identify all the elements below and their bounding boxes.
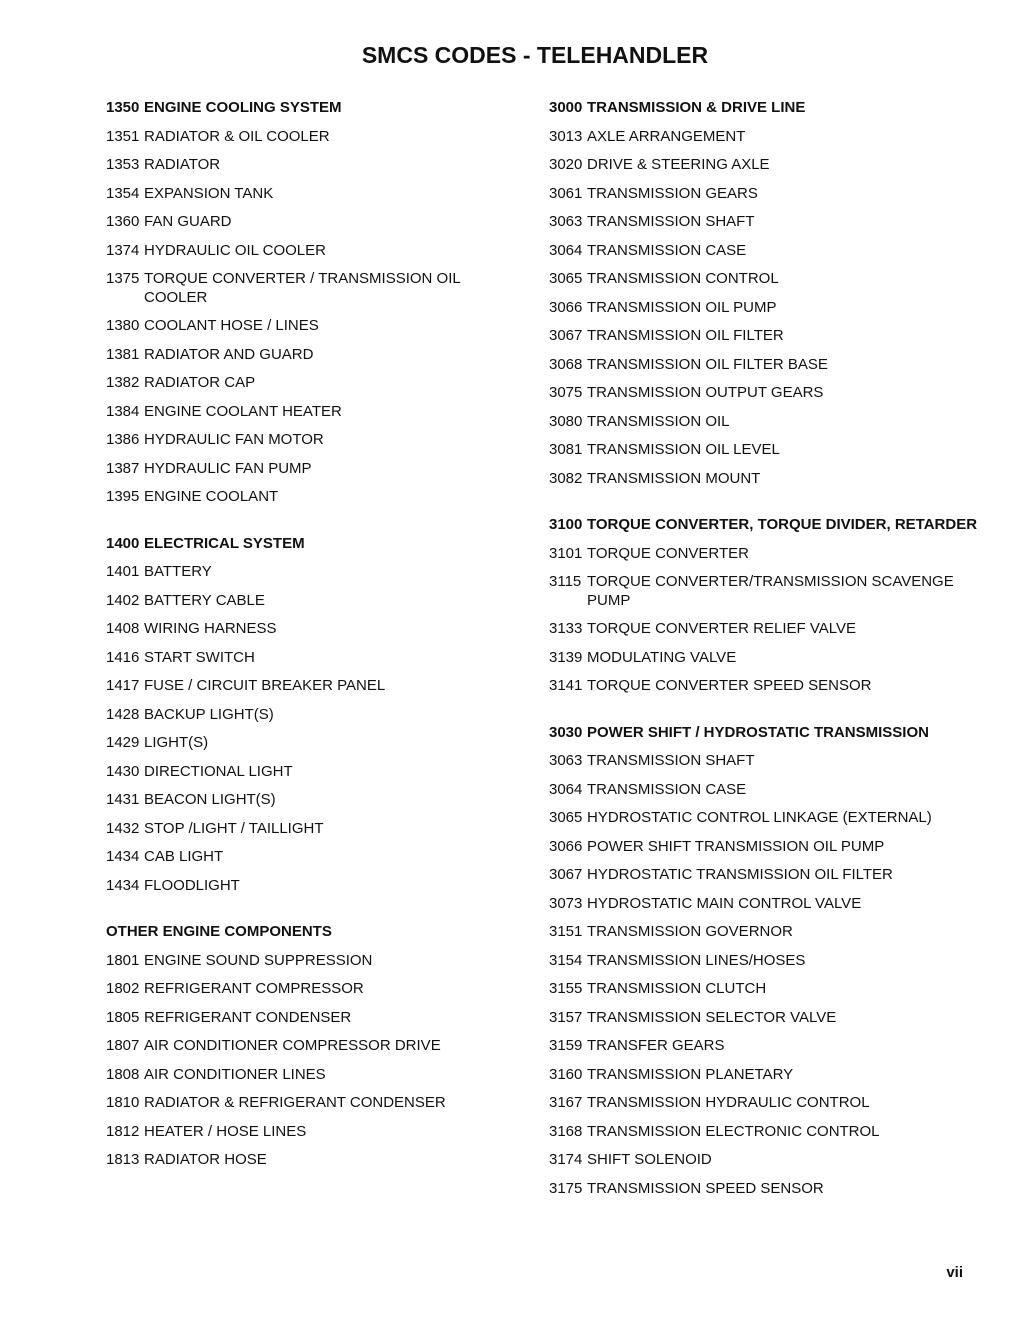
code-row xyxy=(106,1094,526,1113)
code-row xyxy=(549,213,979,232)
item-label: TRANSMISSION CASE xyxy=(587,241,747,259)
item-label: START SWITCH xyxy=(144,648,255,666)
item-label: TRANSMISSION PLANETARY xyxy=(587,1065,794,1083)
item-code: 1395 xyxy=(106,488,140,505)
item-label: TRANSMISSION GEARS xyxy=(587,184,758,202)
code-row xyxy=(106,763,526,782)
item-code: 1432 xyxy=(106,819,140,837)
item-code: 3160 xyxy=(549,1065,583,1083)
item-label: REFRIGERANT COMPRESSOR xyxy=(144,980,364,997)
item-code: 1434 xyxy=(106,848,140,865)
code-row xyxy=(106,213,526,232)
item-label: ENGINE COOLANT HEATER xyxy=(144,402,342,420)
code-row xyxy=(106,374,526,393)
item-code: 1805 xyxy=(106,1008,140,1026)
item-code: 1802 xyxy=(106,980,140,997)
item-label: TRANSMISSION OIL FILTER xyxy=(587,327,784,344)
item-code: 3081 xyxy=(549,441,583,458)
item-label: HYDRAULIC FAN PUMP xyxy=(144,459,312,477)
section-heading xyxy=(549,724,979,743)
code-row xyxy=(549,752,979,771)
item-code: 3065 xyxy=(549,809,583,826)
code-row xyxy=(549,866,979,885)
item-code: 1386 xyxy=(106,431,140,448)
code-row xyxy=(106,431,526,450)
item-code: 3073 xyxy=(549,894,583,912)
code-row xyxy=(106,403,526,422)
code-row xyxy=(106,563,526,582)
heading-label: TRANSMISSION & DRIVE LINE xyxy=(587,99,806,116)
item-label: TORQUE CONVERTER RELIEF VALVE xyxy=(587,620,856,637)
item-code: 3154 xyxy=(549,951,583,969)
code-row xyxy=(549,128,979,147)
item-label: DRIVE & STEERING AXLE xyxy=(587,156,770,173)
item-code: 1810 xyxy=(106,1094,140,1111)
item-code: 1813 xyxy=(106,1151,140,1168)
item-label: AIR CONDITIONER LINES xyxy=(144,1065,326,1083)
item-label: HYDRAULIC FAN MOTOR xyxy=(144,431,324,448)
code-row xyxy=(549,470,979,489)
item-code: 1380 xyxy=(106,317,140,334)
section-heading xyxy=(106,99,526,118)
item-code: 3159 xyxy=(549,1037,583,1054)
item-label: DIRECTIONAL LIGHT xyxy=(144,762,293,780)
item-code: 1431 xyxy=(106,791,140,808)
code-row xyxy=(106,488,526,507)
item-label: MODULATING VALVE xyxy=(587,648,737,666)
item-label: EXPANSION TANK xyxy=(144,184,274,202)
item-label: FUSE / CIRCUIT BREAKER PANEL xyxy=(144,677,386,694)
code-row xyxy=(106,592,526,611)
item-label: STOP /LIGHT / TAILLIGHT xyxy=(144,819,324,837)
code-row xyxy=(549,413,979,432)
section-heading xyxy=(106,535,526,554)
code-section xyxy=(549,99,979,488)
code-row xyxy=(549,1094,979,1113)
item-label: AXLE ARRANGEMENT xyxy=(587,127,746,145)
code-row xyxy=(106,734,526,753)
item-label: TRANSMISSION OIL FILTER BASE xyxy=(587,355,828,373)
code-row xyxy=(106,1066,526,1085)
item-code: 1416 xyxy=(106,648,140,666)
code-row xyxy=(549,441,979,460)
code-row xyxy=(549,781,979,800)
item-code: 3065 xyxy=(549,270,583,287)
item-code: 1428 xyxy=(106,705,140,723)
code-row xyxy=(549,156,979,175)
code-row xyxy=(549,185,979,204)
item-label: TRANSMISSION SELECTOR VALVE xyxy=(587,1008,837,1026)
code-row xyxy=(549,1037,979,1056)
item-label: SHIFT SOLENOID xyxy=(587,1151,712,1168)
code-row xyxy=(106,952,526,971)
heading-code: 1400 xyxy=(106,534,140,552)
section-heading xyxy=(549,99,979,118)
code-row xyxy=(549,242,979,261)
item-code: 3064 xyxy=(549,241,583,259)
code-row xyxy=(106,980,526,999)
item-label: RADIATOR CAP xyxy=(144,374,256,391)
item-label: BEACON LIGHT(S) xyxy=(144,791,276,808)
item-label: FAN GUARD xyxy=(144,213,232,230)
code-row xyxy=(549,1151,979,1170)
item-label: BACKUP LIGHT(S) xyxy=(144,705,274,723)
item-code: 3141 xyxy=(549,677,583,694)
item-label: HEATER / HOSE LINES xyxy=(144,1122,307,1140)
right-column xyxy=(549,99,979,1208)
code-row xyxy=(106,1123,526,1142)
code-row xyxy=(106,128,526,147)
item-code: 3157 xyxy=(549,1008,583,1026)
code-row xyxy=(549,573,979,610)
item-label: TRANSMISSION SHAFT xyxy=(587,213,755,230)
item-code: 1360 xyxy=(106,213,140,230)
heading-code: 1350 xyxy=(106,99,140,116)
item-label: TRANSMISSION OIL xyxy=(587,412,730,430)
item-code: 1382 xyxy=(106,374,140,391)
item-code: 3067 xyxy=(549,866,583,883)
item-label: TRANSMISSION LINES/HOSES xyxy=(587,951,806,969)
item-label: POWER SHIFT TRANSMISSION OIL PUMP xyxy=(587,837,885,855)
page-number: vii xyxy=(946,1264,963,1281)
item-label: TRANSMISSION ELECTRONIC CONTROL xyxy=(587,1122,880,1140)
code-row xyxy=(106,460,526,479)
item-label: BATTERY CABLE xyxy=(144,591,265,609)
item-label: RADIATOR HOSE xyxy=(144,1151,267,1168)
item-code: 1430 xyxy=(106,762,140,780)
item-code: 1387 xyxy=(106,459,140,477)
item-code: 3061 xyxy=(549,184,583,202)
heading-label: TORQUE CONVERTER, TORQUE DIVIDER, RETARDER xyxy=(587,516,978,533)
item-label: TRANSMISSION GOVERNOR xyxy=(587,923,793,940)
code-row xyxy=(549,952,979,971)
item-code: 1434 xyxy=(106,876,140,894)
item-code: 3067 xyxy=(549,327,583,344)
item-code: 1417 xyxy=(106,677,140,694)
code-row xyxy=(106,706,526,725)
item-code: 3175 xyxy=(549,1179,583,1197)
item-code: 3139 xyxy=(549,648,583,666)
item-label: TRANSMISSION CLUTCH xyxy=(587,980,767,997)
section-heading xyxy=(106,923,526,942)
item-code: 3013 xyxy=(549,127,583,145)
code-row xyxy=(106,791,526,810)
heading-label: ELECTRICAL SYSTEM xyxy=(144,534,305,552)
code-section xyxy=(106,535,526,896)
item-code: 3115 xyxy=(549,573,582,590)
code-row xyxy=(106,185,526,204)
item-label: ENGINE COOLANT xyxy=(144,488,279,505)
code-row xyxy=(549,1123,979,1142)
item-label: TRANSMISSION SHAFT xyxy=(587,752,755,769)
code-row xyxy=(106,1009,526,1028)
item-code: 3155 xyxy=(549,980,583,997)
code-row xyxy=(106,1151,526,1170)
item-label: TRANSMISSION CASE xyxy=(587,780,747,798)
item-code: 3133 xyxy=(549,620,583,637)
code-row xyxy=(549,677,979,696)
item-code: 3082 xyxy=(549,469,583,487)
item-code: 1408 xyxy=(106,620,140,637)
code-row xyxy=(106,156,526,175)
item-label: ENGINE SOUND SUPPRESSION xyxy=(144,951,373,969)
code-row xyxy=(549,838,979,857)
code-row xyxy=(549,356,979,375)
item-label: BATTERY xyxy=(144,563,212,580)
item-label: HYDROSTATIC TRANSMISSION OIL FILTER xyxy=(587,866,893,883)
item-code: 3063 xyxy=(549,213,583,230)
code-row xyxy=(549,895,979,914)
item-code: 1401 xyxy=(106,563,140,580)
code-section xyxy=(549,516,979,696)
code-row xyxy=(549,923,979,942)
page-title: SMCS CODES - TELEHANDLER xyxy=(361,42,709,68)
item-code: 1807 xyxy=(106,1037,140,1054)
item-label: TORQUE CONVERTER SPEED SENSOR xyxy=(587,677,872,694)
item-label: HYDROSTATIC CONTROL LINKAGE (EXTERNAL) xyxy=(587,809,932,826)
code-row xyxy=(106,848,526,867)
item-code: 1384 xyxy=(106,402,140,420)
code-row xyxy=(549,327,979,346)
item-label: TRANSMISSION OIL LEVEL xyxy=(587,441,780,458)
item-label: AIR CONDITIONER COMPRESSOR DRIVE xyxy=(144,1037,441,1054)
code-row xyxy=(549,1066,979,1085)
item-code: 3080 xyxy=(549,412,583,430)
item-label: HYDROSTATIC MAIN CONTROL VALVE xyxy=(587,894,862,912)
code-row xyxy=(549,299,979,318)
item-label: COOLANT HOSE / LINES xyxy=(144,317,319,334)
item-label: TORQUE CONVERTER xyxy=(587,544,749,562)
item-code: 1374 xyxy=(106,241,140,259)
code-row xyxy=(106,620,526,639)
code-row xyxy=(549,270,979,289)
item-label: HYDRAULIC OIL COOLER xyxy=(144,241,326,259)
item-label: TRANSMISSION OUTPUT GEARS xyxy=(587,384,824,401)
item-label: RADIATOR xyxy=(144,156,221,173)
item-code: 1812 xyxy=(106,1122,140,1140)
item-code: 3151 xyxy=(549,923,583,940)
item-label: TRANSMISSION HYDRAULIC CONTROL xyxy=(587,1094,870,1111)
item-code: 3101 xyxy=(549,544,583,562)
code-row xyxy=(549,620,979,639)
heading-code: 3100 xyxy=(549,516,583,533)
item-code: 3167 xyxy=(549,1094,583,1111)
code-row xyxy=(106,242,526,261)
item-code: 1353 xyxy=(106,156,140,173)
item-label: FLOODLIGHT xyxy=(144,876,240,894)
code-row xyxy=(549,1009,979,1028)
item-label: RADIATOR & REFRIGERANT CONDENSER xyxy=(144,1094,446,1111)
code-row xyxy=(106,317,526,336)
code-row xyxy=(106,649,526,668)
item-code: 1429 xyxy=(106,734,140,751)
heading-code: 3030 xyxy=(549,723,583,741)
item-code: 3066 xyxy=(549,298,583,316)
code-row xyxy=(549,649,979,668)
item-label: TORQUE CONVERTER / TRANSMISSION OIL COOLER xyxy=(144,270,461,306)
item-code: 3075 xyxy=(549,384,583,401)
left-column xyxy=(106,99,526,1180)
item-label: TORQUE CONVERTER/TRANSMISSION SCAVENGE PUMP xyxy=(587,573,954,609)
code-section xyxy=(106,99,526,507)
item-code: 1808 xyxy=(106,1065,140,1083)
item-code: 3064 xyxy=(549,780,583,798)
item-code: 3066 xyxy=(549,837,583,855)
code-row xyxy=(106,877,526,896)
item-label: LIGHT(S) xyxy=(144,734,209,751)
item-label: TRANSMISSION SPEED SENSOR xyxy=(587,1179,824,1197)
item-code: 3020 xyxy=(549,156,583,173)
item-code: 3168 xyxy=(549,1122,583,1140)
heading-label: OTHER ENGINE COMPONENTS xyxy=(106,923,332,940)
code-row xyxy=(106,1037,526,1056)
item-label: TRANSMISSION CONTROL xyxy=(587,270,779,287)
item-code: 1402 xyxy=(106,591,140,609)
heading-label: ENGINE COOLING SYSTEM xyxy=(144,99,342,116)
item-label: TRANSMISSION MOUNT xyxy=(587,469,761,487)
item-code: 1351 xyxy=(106,127,140,145)
code-row xyxy=(106,677,526,696)
code-section xyxy=(549,724,979,1199)
item-code: 1801 xyxy=(106,951,140,969)
code-section xyxy=(106,923,526,1170)
item-label: CAB LIGHT xyxy=(144,848,224,865)
heading-code: 3000 xyxy=(549,99,583,116)
code-row xyxy=(549,1180,979,1199)
heading-label: POWER SHIFT / HYDROSTATIC TRANSMISSION xyxy=(587,723,929,741)
item-label: REFRIGERANT CONDENSER xyxy=(144,1008,352,1026)
code-row xyxy=(106,820,526,839)
item-label: RADIATOR & OIL COOLER xyxy=(144,127,330,145)
code-row xyxy=(106,346,526,365)
item-code: 3068 xyxy=(549,355,583,373)
item-code: 1381 xyxy=(106,345,140,363)
code-row xyxy=(549,980,979,999)
item-code: 1375 xyxy=(106,270,140,287)
item-code: 3174 xyxy=(549,1151,583,1168)
item-label: WIRING HARNESS xyxy=(144,620,277,637)
item-label: TRANSFER GEARS xyxy=(587,1037,725,1054)
code-row xyxy=(549,809,979,828)
code-row xyxy=(549,545,979,564)
code-row xyxy=(106,270,526,307)
item-code: 1354 xyxy=(106,184,140,202)
section-heading xyxy=(549,516,979,535)
item-code: 3063 xyxy=(549,752,583,769)
item-label: TRANSMISSION OIL PUMP xyxy=(587,298,777,316)
code-row xyxy=(549,384,979,403)
item-label: RADIATOR AND GUARD xyxy=(144,345,314,363)
